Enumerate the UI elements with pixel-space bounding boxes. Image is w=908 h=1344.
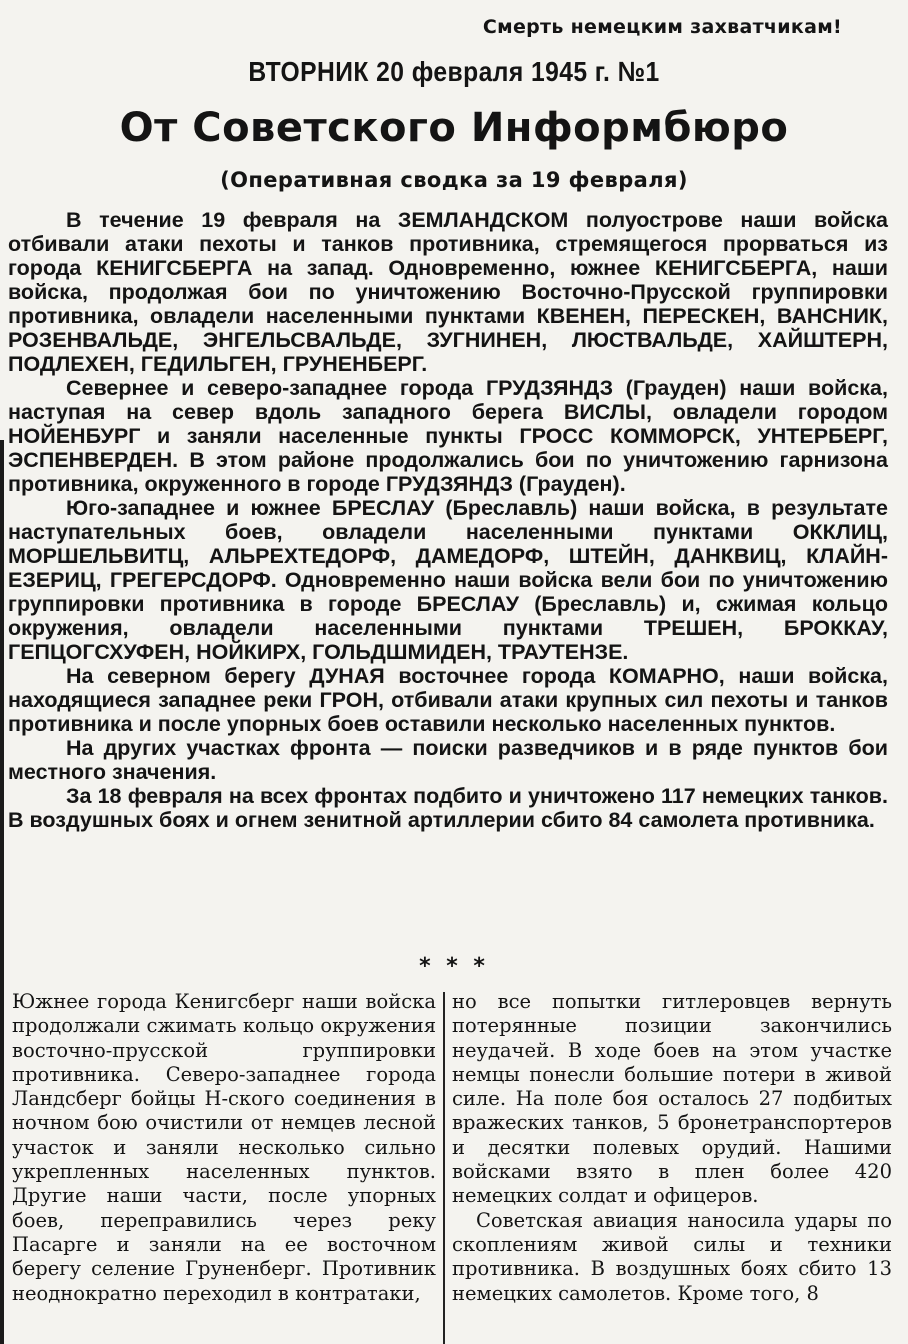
bulletin-left-column xyxy=(12,990,436,1306)
page-edge-rule xyxy=(0,440,4,1344)
report-paragraph: На северном берегу ДУНАЯ восточнее города КОМАРНО, наши войска, находящиеся западнее реки ГРОН, отбивали атаки крупных сил пехоты и танков противника и после упорных боев оставили несколько населенных пунктов. xyxy=(8,664,888,736)
section-separator: * * * xyxy=(419,954,489,979)
issue-dateline: ВТОРНИК 20 февраля 1945 г. №1 xyxy=(248,56,660,87)
report-paragraph: Севернее и северо-западнее города ГРУДЗЯНДЗ (Грауден) наши войска, наступая на север вдоль западного берега ВИСЛЫ, овладели городом НОЙЕНБУРГ и заняли населенные пункты ГРОСС КОММОРСК, УНТЕРБЕРГ, ЭСПЕНВЕРДЕН. В этом районе продолжались бои по уничтожению гарнизона противника, окруженного в городе ГРУДЗЯНДЗ (Грауден). xyxy=(8,376,888,496)
column-divider xyxy=(443,992,445,1344)
page-headline: От Советского Информбюро xyxy=(119,105,789,151)
bulletin-paragraph: Южнее города Кенигсберг наши войска продолжали сжимать кольцо окружения восточно-прусской группировки противника. Северо-западнее города Ландсберг бойцы Н-ского соединения в ночном бою очистили от немцев лесной участок и заняли несколько сильно укрепленных населенных пунктов. Другие наши части, после упорных боев, переправились через реку Пасарге и заняли на ее восточном берегу селение Груненберг. Противник неоднократно переходил в контратаки, xyxy=(12,990,436,1305)
report-paragraph: На других участках фронта — поиски разведчиков и в ряде пунктов бои местного значения. xyxy=(8,736,888,784)
report-paragraph: Юго-западнее и южнее БРЕСЛАУ (Бреславль) наши войска, в результате наступательных боев, овладели населенными пунктами ОККЛИЦ, МОРШЕЛЬВИТЦ, АЛЬРЕХТЕДОРФ, ДАМЕДОРФ, ШТЕЙН, ДАНКВИЦ, КЛАЙН-ЕЗЕРИЦ, ГРЕГЕРСДОРФ. Одновременно наши войска вели бои по уничтожению группировки противника в городе БРЕСЛАУ (Бреславль) и, сжимая кольцо окружения, овладели населенными пунктами ТРЕШЕН, БРОККАУ, ГЕПЦОГСХУФЕН, НОЙКИРХ, ГОЛЬДШМИДЕН, ТРАУТЕНЗЕ. xyxy=(8,496,888,664)
operational-report xyxy=(8,208,888,832)
report-subheading: (Оперативная сводка за 19 февраля) xyxy=(220,168,688,192)
report-paragraph: За 18 февраля на всех фронтах подбито и уничтожено 117 немецких танков. В воздушных боях и огнем зенитной артиллерии сбито 84 самолета противника. xyxy=(8,784,888,832)
bulletin-right-column xyxy=(452,990,892,1306)
bulletin-paragraph: но все попытки гитлеровцев вернуть потерянные позиции закончились неудачей. В ходе боев на этом участке немцы понесли большие потери в живой силе. На поле боя осталось 27 подбитых вражеских танков, 5 бронетранспортеров и десятки полевых орудий. Нашими войсками взято в плен более 420 немецких солдат и офицеров. xyxy=(452,990,892,1208)
motto-slogan: Смерть немецким захватчикам! xyxy=(482,16,842,38)
bulletin-paragraph: Советская авиация наносила удары по скоплениям живой силы и техники противника. В воздушных боях сбито 13 немецких самолетов. Кроме того, 8 xyxy=(452,1208,892,1305)
report-paragraph: В течение 19 февраля на ЗЕМЛАНДСКОМ полуострове наши войска отбивали атаки пехоты и танков противника, стремящегося прорваться из города КЕНИГСБЕРГА на запад. Одновременно, южнее КЕНИГСБЕРГА, наши войска, продолжая бои по уничтожению Восточно-Прусской группировки противника, овладели населенными пунктами КВЕНЕН, ПЕРЕСКЕН, ВАНСНИК, РОЗЕНВАЛЬДЕ, ЭНГЕЛЬСВАЛЬДЕ, ЗУГНИНЕН, ЛЮСТВАЛЬДЕ, ХАЙШТЕРН, ПОДЛЕХЕН, ГЕДИЛЬГЕН, ГРУНЕНБЕРГ. xyxy=(8,208,888,376)
